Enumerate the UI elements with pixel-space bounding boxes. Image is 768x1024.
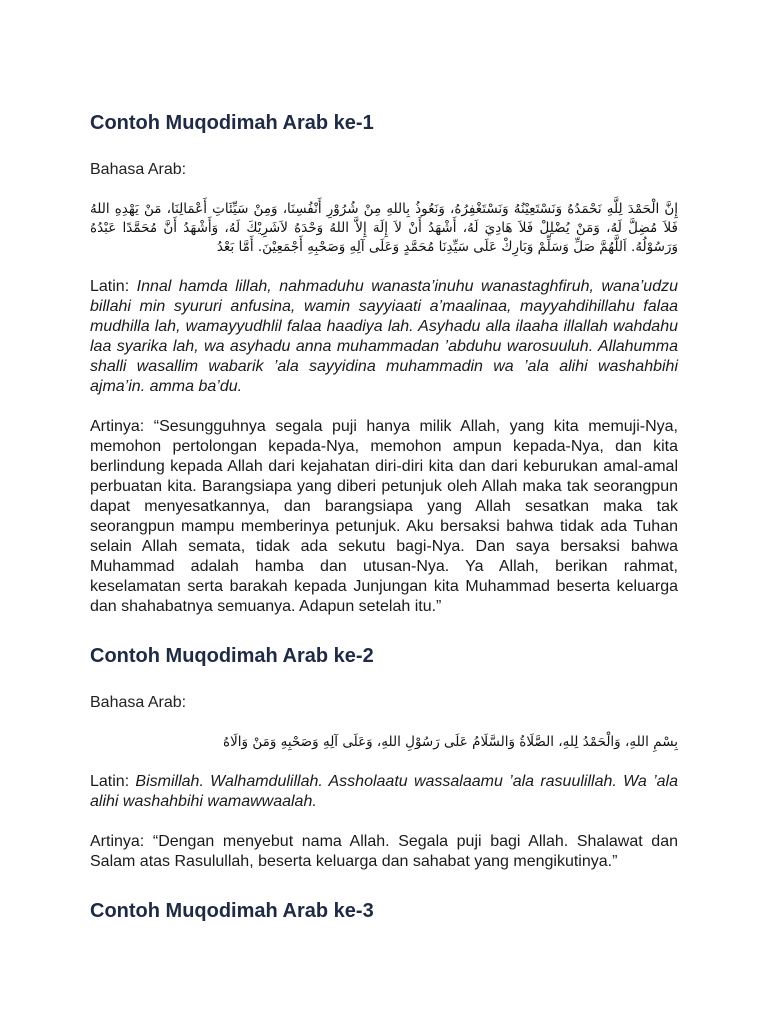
section-heading-1: Contoh Muqodimah Arab ke-1: [90, 112, 374, 134]
bahasa-arab-label-2: Bahasa Arab:: [90, 694, 187, 711]
latin-label-1: Latin:: [90, 278, 130, 295]
document-content: [90, 110, 678, 924]
artinya-text-1: Artinya: “Sesungguhnya segala puji hanya milik Allah, yang kita memuji-Nya, memohon pertolongan kepada-Nya, memohon ampun kepada-Nya, dan kita berlindung kepada Allah dari kejahatan diri-diri kita dan dari keburukan amal-amal perbuatan kita. Barangsiapa yang diberi petunjuk oleh Allah maka tak seorangpun dapat menyesatkannya, dan barangsiapa yang Allah sesatkan maka tak seorangpun mampu memberinya petunjuk. Aku bersaksi bahwa tidak ada Tuhan selain Allah semata, tidak ada sekutu bagi-Nya. Dan saya bersaksi bahwa Muhammad adalah hamba dan utusan-Nya. Ya Allah, berikan rahmat, keselamatan serta barakah kepada Junjungan kita Muhammad beserta keluarga dan shahabatnya semuanya. Adapun setelah itu.”: [90, 418, 678, 615]
latin-text-2: Bismillah. Walhamdulillah. Assholaatu wassalaamu ’ala rasuulillah. Wa ’ala alihi washahbihi wamawwaalah.: [90, 773, 678, 810]
artinya-text-2: Artinya: “Dengan menyebut nama Allah. Segala puji bagi Allah. Shalawat dan Salam atas Rasulullah, beserta keluarga dan sahabat yang mengikutinya.”: [90, 833, 678, 870]
latin-paragraph-1: [90, 277, 678, 397]
bahasa-arab-label-1: Bahasa Arab:: [90, 161, 187, 178]
arabic-text-1: إِنَّ الْحَمْدَ لِلَّهِ نَحْمَدُهُ وَنَسْتَعِيْنُهُ وَنَسْتَغْفِرُهُ، وَنَعُوذُ بِاللهِ مِنْ شُرُوْرِ أَنْفُسِنَا، وَمِنْ سَيِّئَاتِ أَعْمَالِنَا، مَنْ يَهْدِهِ اللهُ فَلاَ مُضِلَّ لَهُ، وَمَنْ يُضْلِلْ فَلاَ هَادِيَ لَهُ، أَشْهَدُ أَنْ لاَ إِلَهَ إِلاَّ اللهُ وَحْدَهُ لاَشَرِيْكَ لَهُ، وَأَشْهَدُ أَنَّ مُحَمَّدًا عَبْدُهُ وَرَسُوْلُهُ. اَللَّهُمَّ صَلِّ وَسَلِّمْ وَبَارِكْ عَلَى سَيِّدِنَا مُحَمَّدٍ وَعَلَى آلِهِ وَصَحْبِهِ أَجْمَعِيْنَ. أَمَّا بَعْدُ: [90, 201, 678, 255]
arabic-text-2: بِسْمِ اللهِ، وَالْحَمْدُ لِلهِ، الصَّلَاةُ وَالسَّلَامُ عَلَى رَسُوْلِ اللهِ، وَعَلَى آلِهِ وَصَحْبِهِ وَمَنْ وَالَاهُ: [223, 734, 678, 750]
latin-paragraph-2: [90, 772, 678, 812]
latin-label-2: Latin:: [90, 773, 130, 790]
section-heading-3: Contoh Muqodimah Arab ke-3: [90, 900, 374, 922]
section-heading-2: Contoh Muqodimah Arab ke-2: [90, 645, 374, 667]
latin-text-1: Innal hamda lillah, nahmaduhu wanasta’inuhu wanastaghfiruh, wana’udzu billahi min syururi anfusina, wamin sayyiaati a’maalinaa, mayyahdihillahu falaa mudhilla lah, wamayyudhlil falaa haadiya lah. Asyhadu alla ilaaha illallah wahdahu laa syarika lah, wa asyhadu anna muhammadan ’abduhu warosuuluh. Allahumma shalli wasallim wabarik ’ala sayyidina muhammadin wa ’ala alihi washahbihi ajma’in. amma ba’du.: [90, 278, 678, 395]
